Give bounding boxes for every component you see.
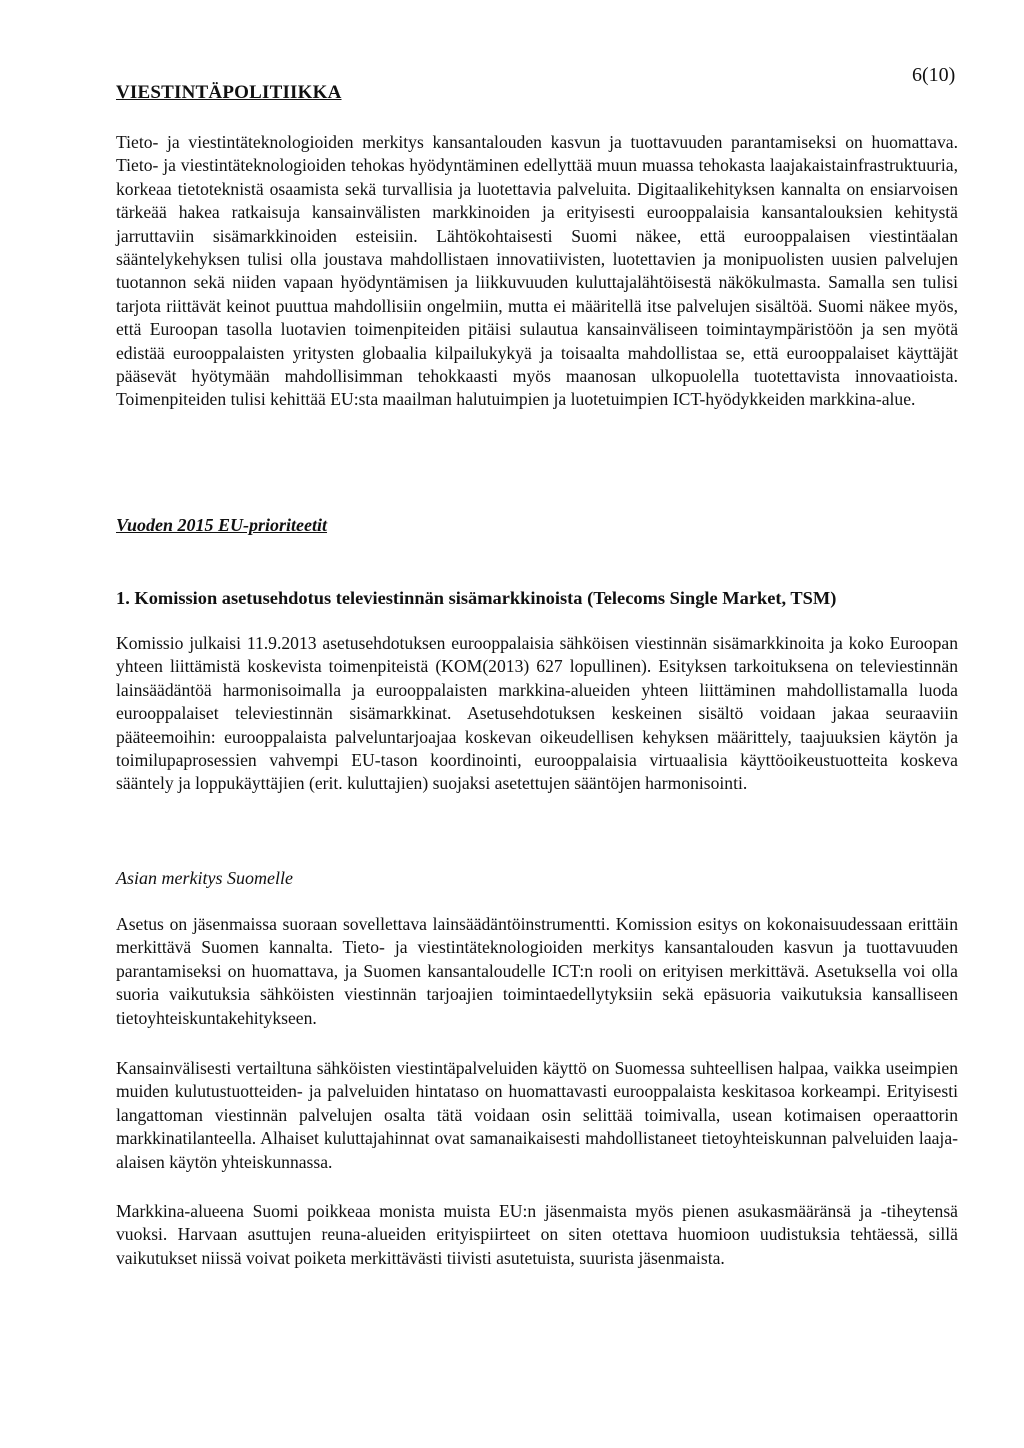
page-number: 6(10): [912, 64, 956, 86]
item-heading: 1. Komission asetusehdotus televiestinnän sisämarkkinoista (Telecoms Single Market, TSM): [116, 588, 837, 608]
item-paragraph: Komissio julkaisi 11.9.2013 asetusehdotuksen eurooppalaisia sähköisen viestinnän sisämarkkinoita ja koko Euroopan yhteen liittämistä koskevista toimenpiteistä (KOM(2013) 627 lopullinen). Esityksen tarkoituksena on televiestinnän lainsäädäntöä harmonisoimalla ja eurooppalaisten markkina-alueiden yhteen liittäminen mahdollistamalla luoda eurooppalaiset televiestinnän sisämarkkinat. Asetusehdotuksen keskeinen sisältö voidaan jakaa seuraaviin pääteemoihin: eurooppalaista palveluntarjoajaa koskevan oikeudellisen kehyksen määrittely, taajuuksien käytön ja toimilupaprosessien vahvempi EU-tason koordinointi, eurooppalaisia virtuaalisia käyttöoikeustuotteita koskeva sääntely ja loppukäyttäjien (erit. kuluttajien) suojaksi asetettujen sääntöjen harmonisointi.: [116, 633, 958, 794]
intro-paragraph: Tieto- ja viestintäteknologioiden merkitys kansantalouden kasvun ja tuottavuuden parantamiseksi on huomattava. Tieto- ja viestintäteknologioiden tehokas hyödyntäminen edellyttää muun muassa tehokasta laajakaistainfrastruktuuria, korkeaa tietoteknistä osaamista sekä turvallisia ja luotettavia palveluita. Digitaalikehityksen kannalta on ensiarvoisen tärkeää hakea ratkaisuja kansainvälisten markkinoiden ja erityisesti eurooppalaisia kansantalouksien kehitystä jarruttaviin sisämarkkinoiden esteisiin. Lähtökohtaisesti Suomi näkee, että eurooppalaisen viestintäalan sääntelykehyksen tulisi olla joustava mahdollistaen innovatiivisten, luotettavien ja monipuolisten uusien palvelujen tuotannon sekä niiden vapaan hyödyntämisen ja liikkuvuuden kuluttajalähtöisestä näkökulmasta. Samalla sen tulisi tarjota riittävät keinot puuttua mahdollisiin ongelmiin, mutta ei määritellä itse palvelujen sisältöä. Suomi näkee myös, että Euroopan tasolla luotavien toimenpiteiden pitäisi sulautua kansainväliseen toimintaympäristöön ja sen myötä edistää eurooppalaisten yritysten globaalia kilpailukykyä ja toisaalta mahdollistaa se, että eurooppalaiset käyttäjät pääsevät hyötymään mahdollisimman tehokkaasti myös maanosan ulkopuolella tuotettavista innovaatioista. Toimenpiteiden tulisi kehittää EU:sta maailman halutuimpien ja luotetuimpien ICT-hyödykkeiden markkina-alue.: [116, 132, 958, 410]
significance-paragraph-2: Kansainvälisesti vertailtuna sähköisten viestintäpalveluiden käyttö on Suomessa suhteellisen halpaa, vaikka useimpien muiden kulutustuotteiden- ja palveluiden hintataso on huomattavasti eurooppalaista keskitasoa korkeampi. Erityisesti langattoman viestinnän palvelujen osalta tätä voidaan osin selittää toimivalla, usean kotimaisen operaattorin markkinatilanteella. Alhaiset kuluttajahinnat ovat samanaikaisesti mahdollistaneet tietoyhteiskunnan palveluiden laaja-alaisen käytön yhteiskunnassa.: [116, 1058, 958, 1172]
significance-paragraph-3: Markkina-alueena Suomi poikkeaa monista muista EU:n jäsenmaista myös pienen asukasmääränsä ja -tiheytensä vuoksi. Harvaan asuttujen reuna-alueiden erityispiirteet on siten otettava huomioon uudistuksia tehtäessä, sillä vaikutukset niissä voivat poiketa merkittävästi tiivisti asutetuista, suurista jäsenmaista.: [116, 1201, 958, 1268]
significance-heading: Asian merkitys Suomelle: [116, 868, 293, 888]
section-heading: Vuoden 2015 EU-prioriteetit: [116, 515, 328, 535]
significance-paragraph-1: Asetus on jäsenmaissa suoraan sovellettava lainsäädäntöinstrumentti. Komission esitys on kokonaisuudessaan erittäin merkittävä Suomen kannalta. Tieto- ja viestintäteknologioiden merkitys kansantalouden kasvun ja tuottavuuden parantamiseksi on huomattava, ja Suomen kansantaloudelle ICT:n rooli on erityisen merkittävä. Asetuksella voi olla suoria vaikutuksia sähköisten viestinnän tarjoajien toimintaedellytyksiin sekä epäsuoria vaikutuksia kansalliseen tietoyhteiskuntakehitykseen.: [116, 914, 958, 1028]
document-title: VIESTINTÄPOLITIIKKA: [116, 82, 342, 103]
